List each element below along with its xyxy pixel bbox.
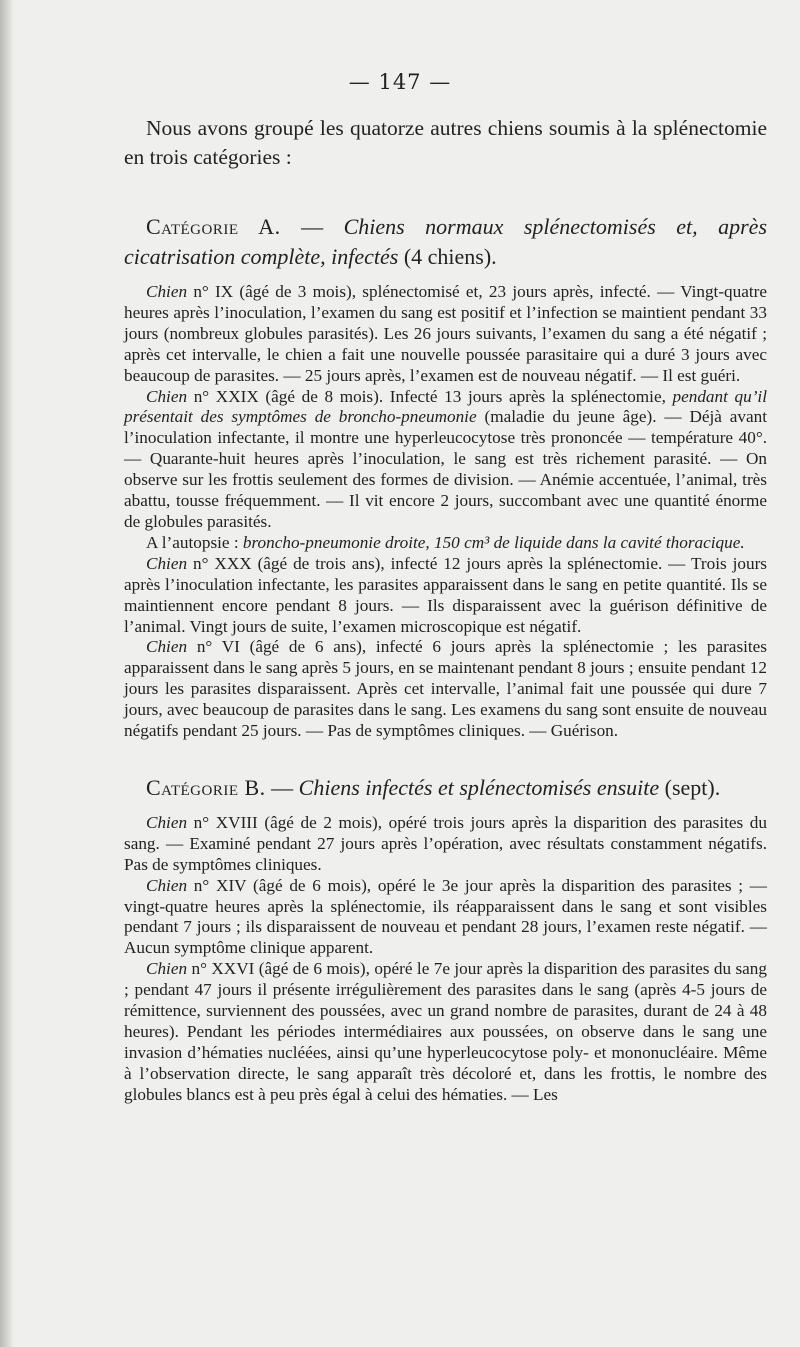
entry-chien-label: Chien: [146, 812, 188, 832]
category-a-title: Chiens normaux splénectomisés et, après cicatrisation complète, infectés: [124, 214, 768, 269]
entry-text: n° XVIII (âgé de 2 mois), opéré trois jours après la disparition des parasites du sang. — Examiné pendant 27 jours après l’opération, avec résultats constamment négatifs. Pas de symptômes cliniques.: [124, 812, 767, 874]
entry-chien-xviii: [124, 813, 767, 876]
entry-chien-vi: [124, 637, 767, 742]
entry-italic-text: pendant qu’il présentait des symptômes de broncho-pneumonie: [124, 386, 767, 427]
category-b-label: Catégorie B.: [146, 774, 266, 800]
autopsy-findings: broncho-pneumonie droite, 150 cm³ de liquide dans la cavité thoracique.: [242, 532, 745, 552]
entry-chien-label: Chien: [146, 875, 188, 895]
entry-text: n° XXIX (âgé de 8 mois). Infecté 13 jours après la splénectomie,: [187, 386, 673, 406]
entry-text: n° XIV (âgé de 6 mois), opéré le 3e jour après la disparition des parasites ; — vingt-quatre heures après la splénectomie, ils réapparaissent dans le sang et sont visibles pendant 7 jours ; ils disparaissent de nouveau et pendant 28 jours, l’examen reste négatif. — Aucun symptôme clinique apparent.: [124, 875, 767, 958]
category-a-heading: [124, 212, 767, 272]
entry-text: n° IX (âgé de 3 mois), splénectomisé et, 23 jours après, infecté. — Vingt-quatre heures après l’inoculation, l’examen du sang est positif et l’infection se maintient pendant 33 jours (nombreux globules parasités). Les 26 jours suivants, l’examen du sang a été négatif ; après cet intervalle, le chien a fait une nouvelle poussée parasitaire qui a duré 3 jours avec beaucoup de parasites. — 25 jours après, l’examen est de nouveau négatif. — Il est guéri.: [124, 282, 767, 385]
entry-text-continued: (maladie du jeune âge). — Déjà avant l’inoculation infectante, il montre une hyperleucocytose très prononcée — température 40°. — Quarante-huit heures après l’inoculation, le sang est très richement parasité. — On observe sur les frottis seulement des formes de division. — Anémie accentuée, l’animal, très abattu, tousse fréquemment. — Il vit encore 2 jours, succombant avec une quantité énorme de globules parasités.: [124, 407, 767, 531]
entry-chien-label: Chien: [146, 386, 188, 406]
page-binding-shadow: [0, 0, 14, 1347]
entry-chien-label: Chien: [146, 553, 188, 573]
entry-chien-xxx: [124, 554, 767, 638]
category-a-count: (4 chiens).: [398, 244, 497, 269]
entry-chien-label: Chien: [146, 959, 188, 979]
entry-chien-label: Chien: [146, 637, 188, 657]
category-b-heading: [124, 773, 767, 803]
entry-chien-xxvi: [124, 959, 767, 1105]
body-text: [124, 114, 767, 1106]
category-a-dash: —: [280, 214, 344, 239]
entry-text: n° VI (âgé de 6 ans), infecté 6 jours après la splénectomie ; les parasites apparaissent dans le sang après 5 jours, en se maintenant pendant 8 jours ; ensuite pendant 12 jours les parasites disparaissent. Après cet intervalle, l’animal fait une poussée qui dure 7 jours, avec beaucoup de parasites dans le sang. Les examens du sang sont ensuite de nouveau négatifs pendant 25 jours. — Pas de symptômes cliniques. — Guérison.: [124, 637, 767, 741]
entry-chien-ix: [124, 282, 767, 387]
entry-text: n° XXVI (âgé de 6 mois), opéré le 7e jour après la disparition des parasites du sang ; pendant 47 jours il présente irrégulièrement des parasites dans le sang (après 4-5 jours de rémittence, surviennent des poussées, avec un grand nombre de parasites, durant de 24 à 48 heures). Pendant les périodes intermédiaires aux poussées, on observe dans le sang une invasion d’hématies nucléées, ainsi qu’une hyperleucocytose poly- et mononucléaire. Même à l’observation directe, le sang apparaît très décoloré et, dans les frottis, le nombre des globules blancs est à peu près égal à celui des hématies. — Les: [124, 959, 767, 1104]
autopsy-paragraph: [124, 533, 767, 554]
category-a-label: Catégorie A.: [146, 214, 281, 239]
entry-chien-xxix: [124, 387, 767, 533]
entry-chien-label: Chien: [146, 282, 188, 301]
category-b-dash: —: [265, 774, 299, 800]
entry-chien-xiv: [124, 876, 767, 960]
autopsy-prefix: A l’autopsie :: [146, 532, 243, 552]
category-b-title: Chiens infectés et splénectomisés ensuite: [298, 774, 660, 800]
entry-text: n° XXX (âgé de trois ans), infecté 12 jours après la splénectomie. — Trois jours après l’inoculation infectante, les parasites apparaissent dans le sang en petite quantité. Ils se maintiennent encore pendant 8 jours. — Ils disparaissent avec la guérison définitive de l’animal. Vingt jours de suite, l’examen microscopique est négatif.: [124, 553, 767, 636]
intro-paragraph: Nous avons groupé les quatorze autres chiens soumis à la splénectomie en trois catégories :: [124, 116, 767, 169]
category-b-count: (sept).: [659, 774, 721, 800]
page-number: — 147 —: [348, 70, 452, 94]
